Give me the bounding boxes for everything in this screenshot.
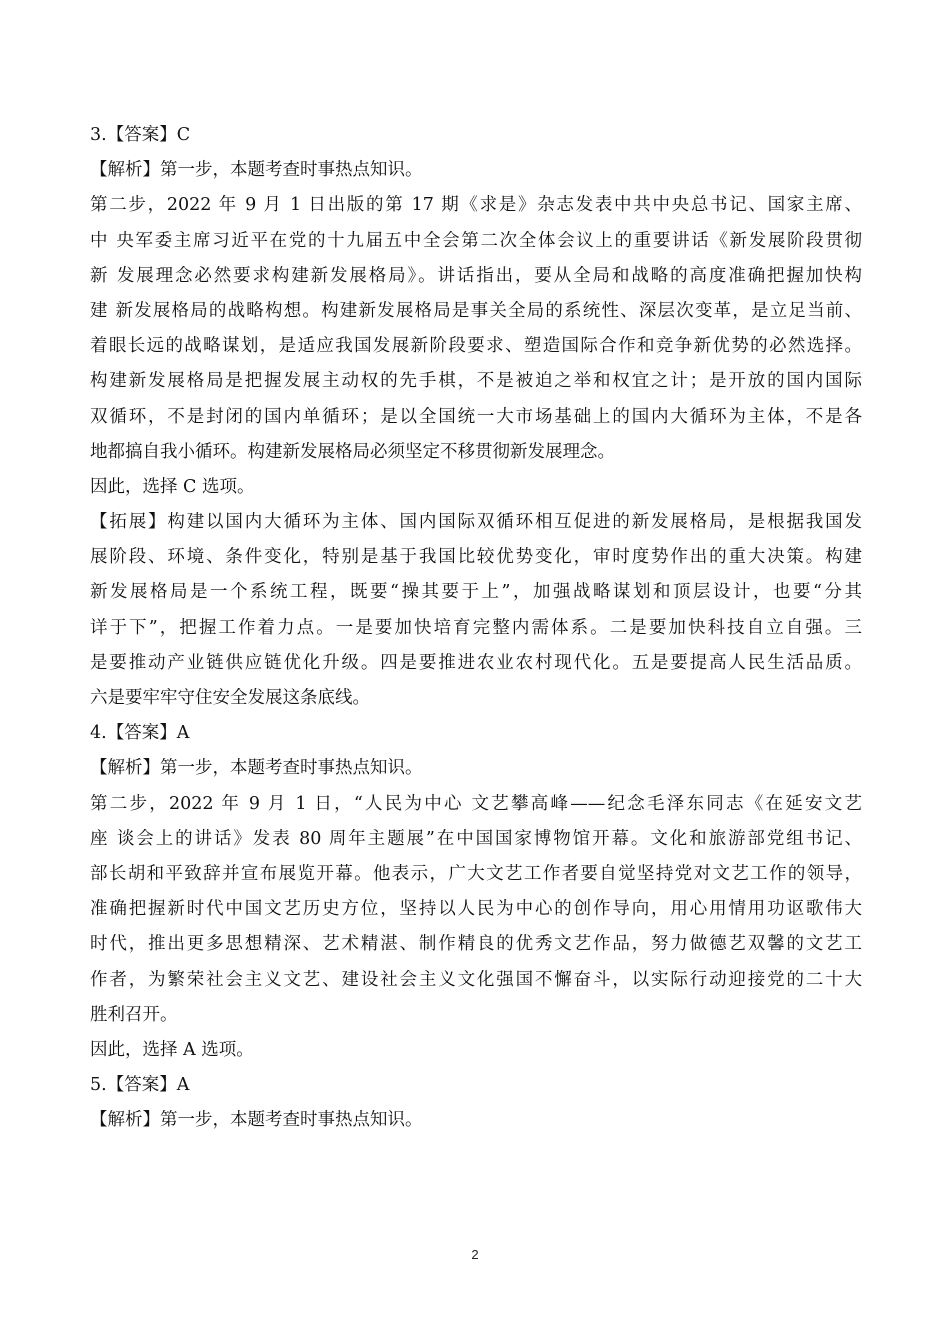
extension-line: 【拓展】构建以国内大循环为主体、国内国际双循环相互促进的新发展格局，是根据我国发 — [90, 512, 862, 533]
paragraph-line: 座 谈会上的讲话》发表 80 周年主题展”在中国国家博物馆开幕。文化和旅游部党组书记、 — [90, 828, 862, 849]
paragraph-line: 准确把握新时代中国文艺历史方位，坚持以人民为中心的创作导向，用心用情用功讴歌伟大 — [90, 899, 862, 920]
answer-heading: 4.【答案】A — [90, 723, 190, 744]
paragraph-line: 展阶段、环境、条件变化，特别是基于我国比较优势变化，审时度势作出的重大决策。构建 — [90, 547, 862, 568]
paragraph-line: 第二步，2022 年 9 月 1 日，“人民为中心 文艺攀高峰——纪念毛泽东同志《在延安文艺 — [90, 793, 862, 814]
page-number: 2 — [471, 1247, 479, 1262]
answer-heading: 5.【答案】A — [90, 1075, 190, 1096]
paragraph-line: 第二步，2022 年 9 月 1 日出版的第 17 期《求是》杂志发表中共中央总书记、国家主席、 — [90, 195, 862, 216]
analysis-line: 【解析】第一步，本题考查时事热点知识。 — [90, 160, 423, 181]
paragraph-line: 详于下”，把握工作着力点。一是要加快培育完整内需体系。二是要加快科技自立自强。三 — [90, 617, 862, 638]
analysis-line: 【解析】第一步，本题考查时事热点知识。 — [90, 1110, 423, 1131]
paragraph-line: 双循环，不是封闭的国内单循环；是以全国统一大市场基础上的国内大循环为主体，不是各 — [90, 406, 862, 427]
analysis-line: 【解析】第一步，本题考查时事热点知识。 — [90, 758, 423, 779]
conclusion-line: 因此，选择 C 选项。 — [90, 476, 255, 497]
paragraph-line: 作者，为繁荣社会主义文艺、建设社会主义文化强国不懈奋斗，以实际行动迎接党的二十大 — [90, 969, 862, 990]
document-body — [90, 118, 862, 1138]
paragraph-line: 胜利召开。 — [90, 1004, 178, 1025]
paragraph-line: 部长胡和平致辞并宣布展览开幕。他表示，广大文艺工作者要自觉坚持党对文艺工作的领导， — [90, 863, 862, 884]
paragraph-line: 时代，推出更多思想精深、艺术精湛、制作精良的优秀文艺作品，努力做德艺双馨的文艺工 — [90, 934, 862, 955]
conclusion-line: 因此，选择 A 选项。 — [90, 1039, 254, 1060]
paragraph-line: 中 央军委主席习近平在党的十九届五中全会第二次全体会议上的重要讲话《新发展阶段贯彻 — [90, 230, 862, 251]
paragraph-line: 六是要牢牢守住安全发展这条底线。 — [90, 688, 370, 708]
paragraph-line: 着眼长远的战略谋划，是适应我国发展新阶段要求、塑造国际合作和竞争新优势的必然选择。 — [90, 336, 862, 357]
paragraph-line: 建 新发展格局的战略构想。构建新发展格局是事关全局的系统性、深层次变革，是立足当前、 — [90, 300, 862, 321]
paragraph-line: 新 发展理念必然要求构建新发展格局》。讲话指出，要从全局和战略的高度准确把握加快构 — [90, 265, 862, 286]
paragraph-line: 构建新发展格局是把握发展主动权的先手棋，不是被迫之举和权宜之计；是开放的国内国际 — [90, 371, 862, 392]
paragraph-line: 新发展格局是一个系统工程，既要“操其要于上”，加强战略谋划和顶层设计，也要“分其 — [90, 582, 862, 603]
answer-heading: 3.【答案】C — [90, 125, 191, 145]
paragraph-line: 是要推动产业链供应链优化升级。四是要推进农业农村现代化。五是要提高人民生活品质。 — [90, 652, 862, 673]
paragraph-line: 地都搞自我小循环。构建新发展格局必须坚定不移贯彻新发展理念。 — [90, 441, 615, 462]
